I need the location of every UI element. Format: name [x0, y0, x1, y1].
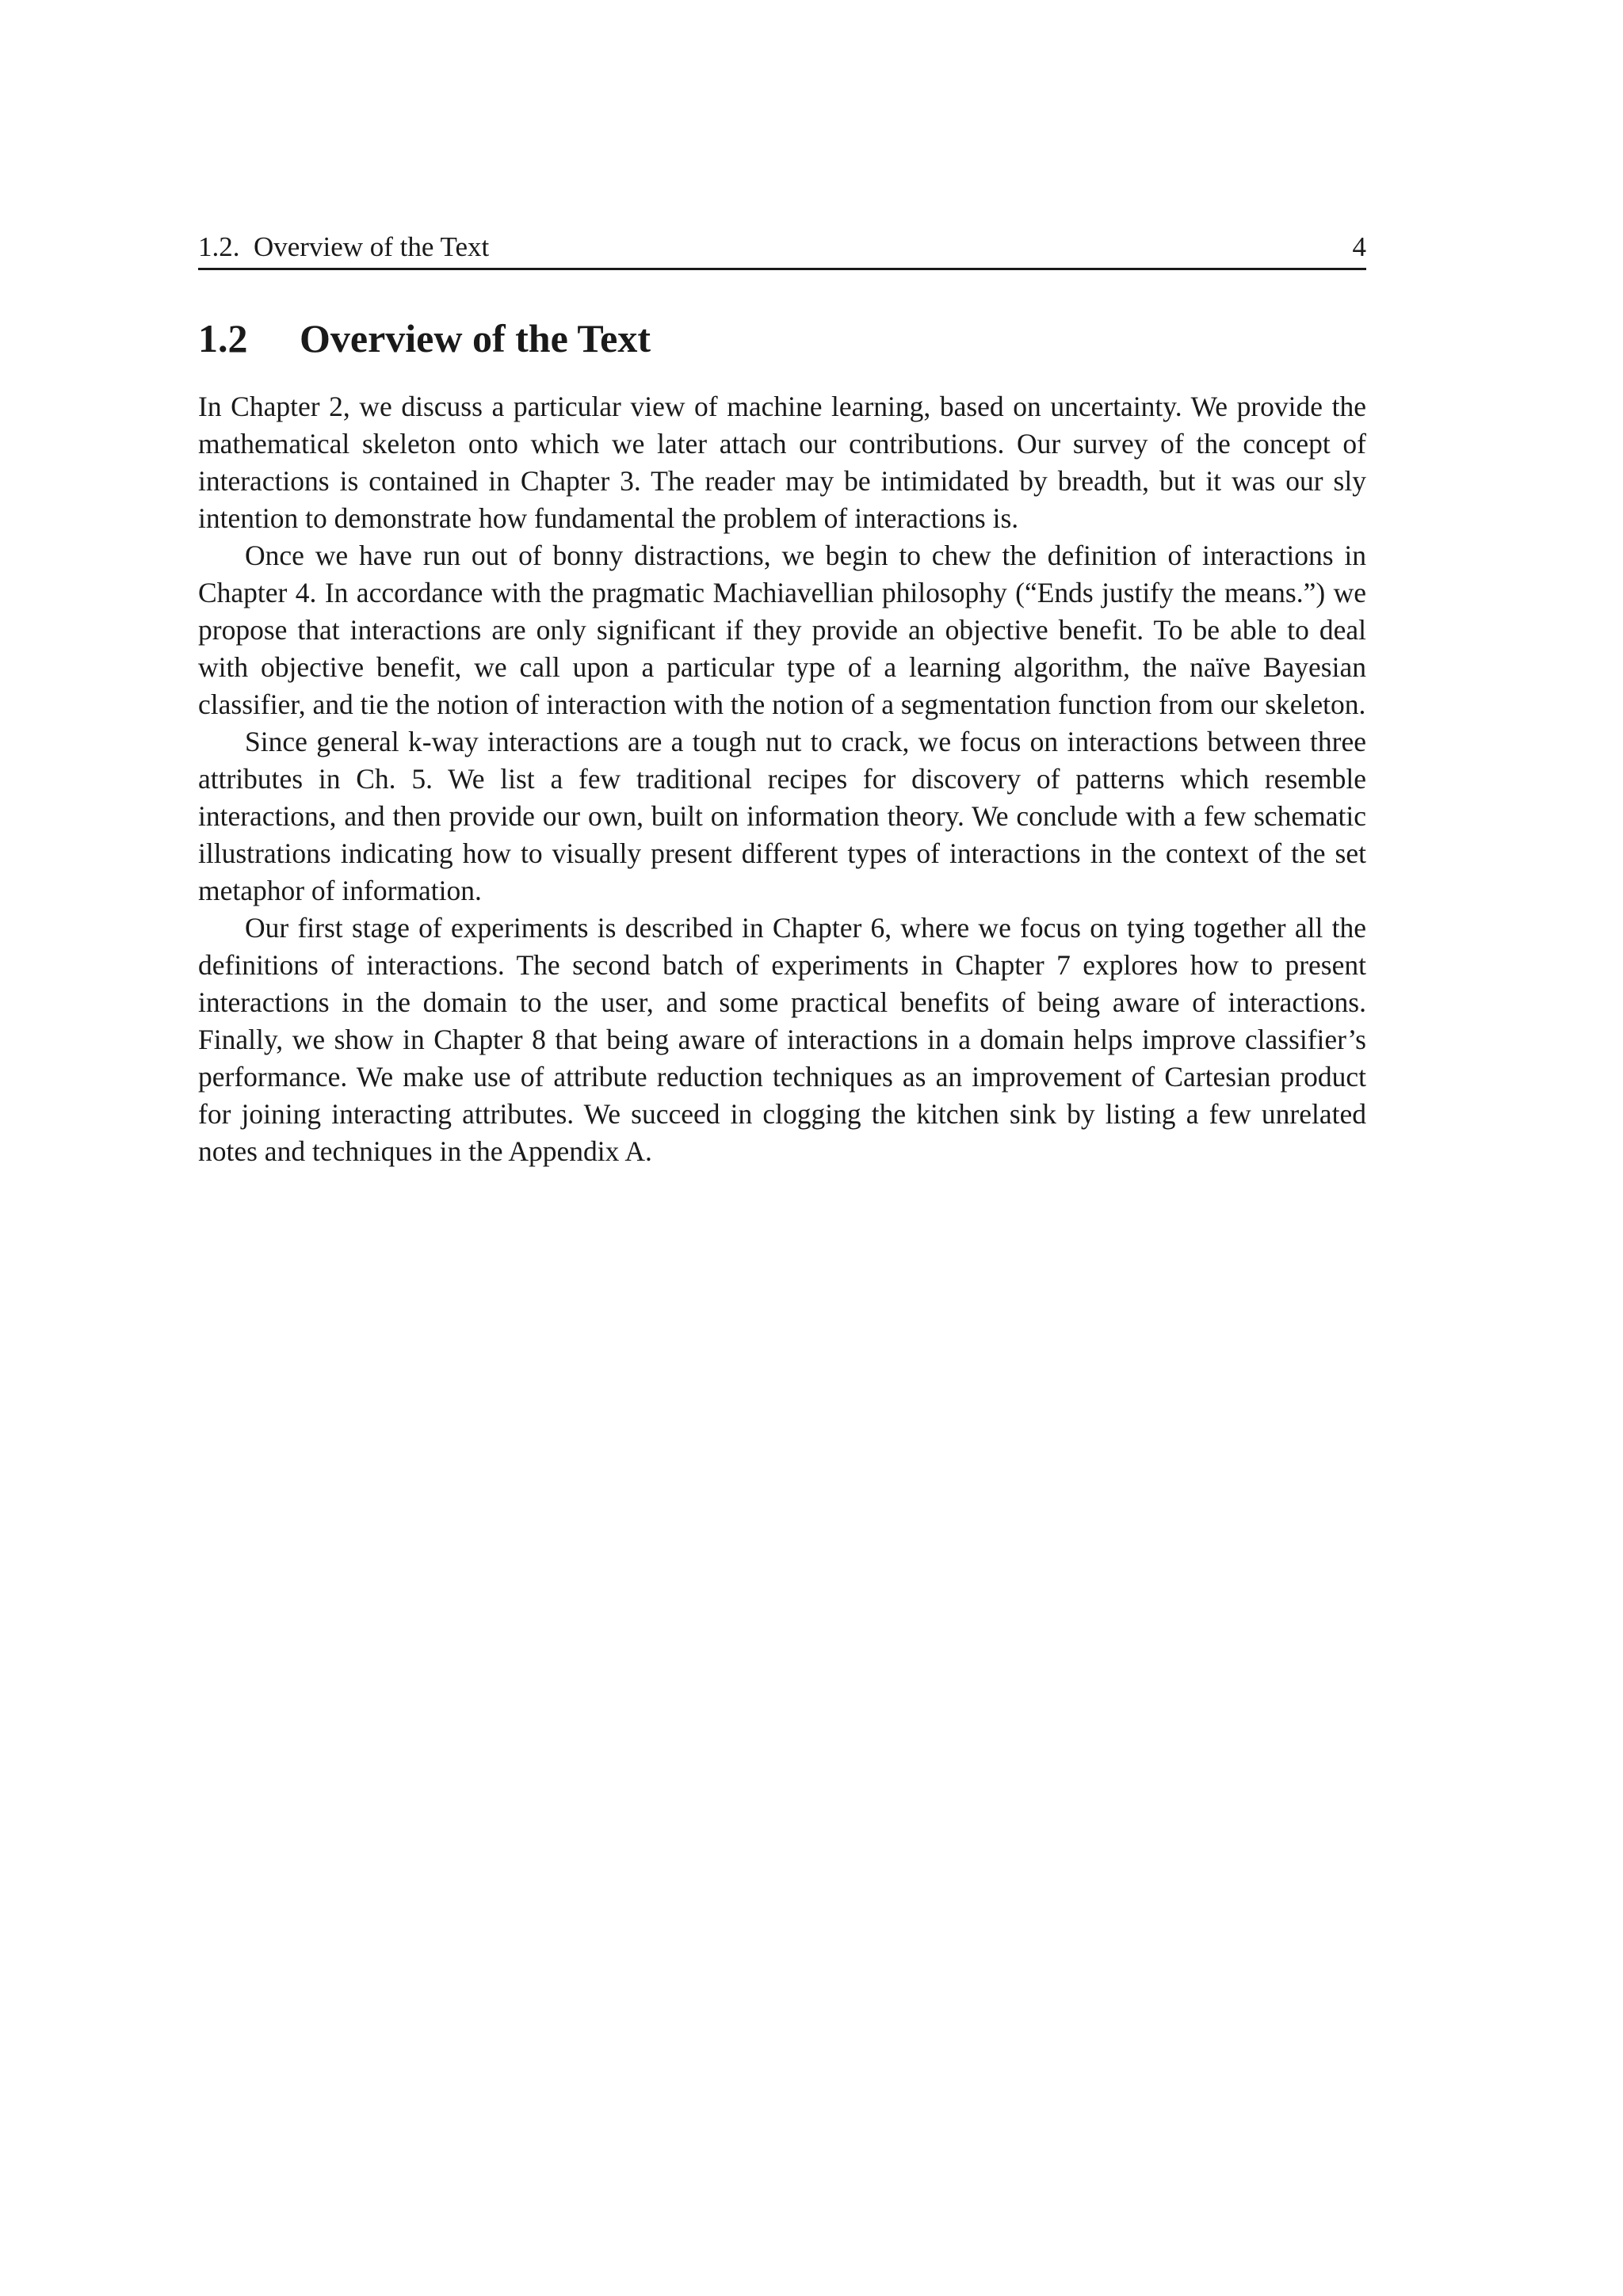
paragraph-experiments: Our first stage of experiments is described in Chapter 6, where we focus on tying together all the definitions of interactions. The second batch of experiments in Chapter 7 explores how to present interactions in the domain to the user, and some practical benefits of being aware of interactions. Finally, we show in Chapter 8 that being aware of interactions in a domain helps improve classifier’s performance. We make use of attribute reduction techniques as an improvement of Cartesian product for joining interacting attributes. We succeed in clogging the kitchen sink by listing a few unrelated notes and techniques in the Appendix A. [198, 912, 1366, 1167]
paragraph-chapter-overview: In Chapter 2, we discuss a particular view of machine learning, based on uncertainty. We provide the mathematical skeleton onto which we later attach our contributions. Our survey of the concept of interactions is contained in Chapter 3. The reader may be intimidated by breadth, but it was our sly intention to demonstrate how fundamental the problem of interactions is. [198, 391, 1366, 534]
running-header [198, 227, 1366, 270]
section-number: 1.2 [198, 316, 248, 360]
page-number: 4 [1352, 231, 1366, 262]
paragraph-three-way-interactions: Since general k-way interactions are a tough nut to crack, we focus on interactions between three attributes in Ch. 5. We list a few traditional recipes for discovery of patterns which resemble interactions, and then provide our own, built on information theory. We conclude with a few schematic illustrations indicating how to visually present different types of interactions in the context of the set metaphor of information. [198, 726, 1366, 906]
section-heading [198, 313, 651, 364]
section-title: Overview of the Text [300, 316, 651, 360]
section-body [198, 388, 1366, 1170]
header-section-reference: 1.2. Overview of the Text [198, 231, 490, 262]
paragraph-interaction-definition: Once we have run out of bonny distractions, we begin to chew the definition of interactions in Chapter 4. In accordance with the pragmatic Machiavellian philosophy (“Ends justify the means.”) we propose that interactions are only significant if they provide an objective benefit. To be able to deal with objective benefit, we call upon a particular type of a learning algorithm, the naïve Bayesian classifier, and tie the notion of interaction with the notion of a segmentation function from our skeleton. [198, 540, 1366, 720]
